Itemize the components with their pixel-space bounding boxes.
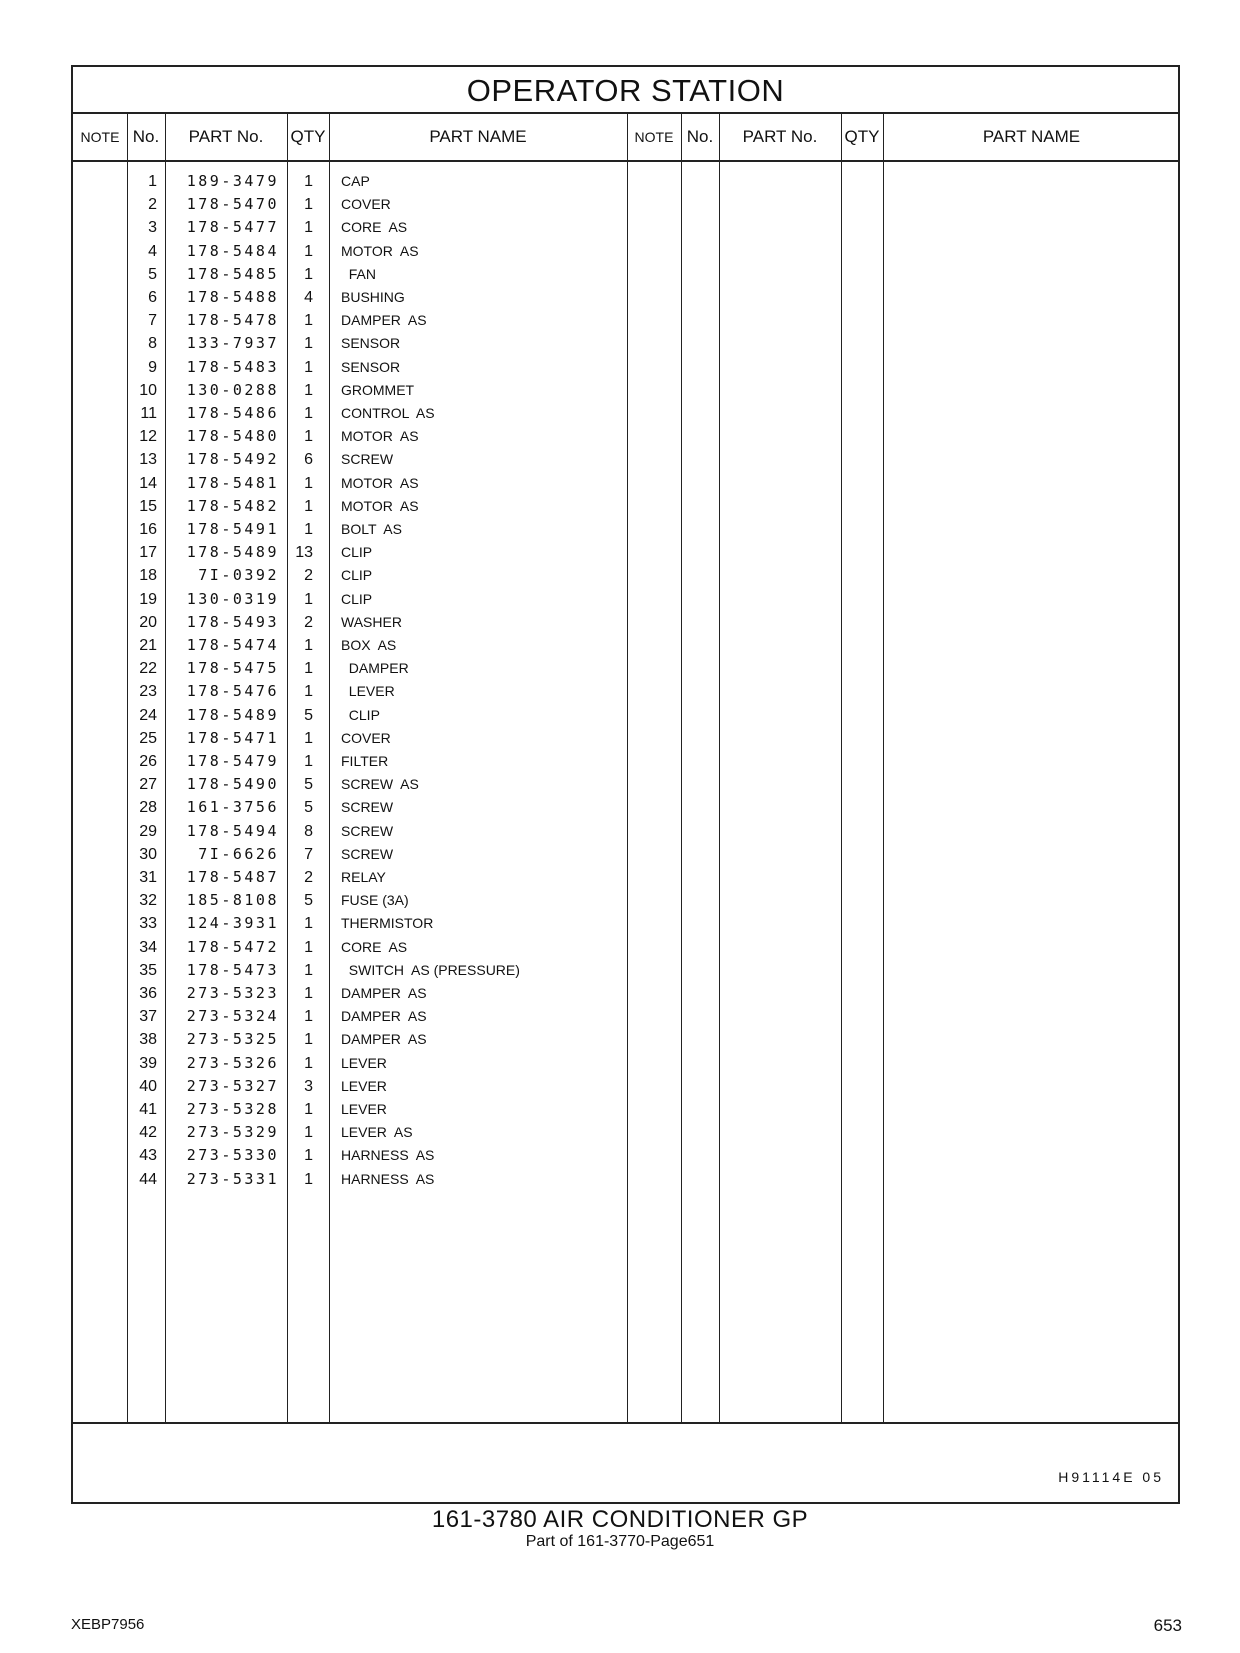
part-item-number: 1 bbox=[148, 173, 157, 190]
header-note-right: NOTE bbox=[634, 129, 674, 145]
part-quantity: 1 bbox=[304, 1054, 313, 1072]
page-number: 653 bbox=[1153, 1616, 1182, 1635]
part-item-number: 13 bbox=[139, 451, 157, 469]
part-name: RELAY bbox=[341, 869, 386, 885]
table-row bbox=[73, 843, 633, 866]
table-row bbox=[73, 1028, 633, 1051]
table-row bbox=[73, 1005, 633, 1028]
part-name: BUSHING bbox=[341, 289, 405, 305]
part-item-number: 12 bbox=[139, 428, 157, 446]
part-quantity: 1 bbox=[304, 637, 313, 654]
part-name: THERMISTOR bbox=[341, 915, 434, 932]
column-divider bbox=[883, 114, 884, 1422]
part-quantity: 13 bbox=[295, 544, 313, 562]
table-row bbox=[73, 912, 633, 935]
part-number: 273-5328 bbox=[186, 1100, 279, 1118]
part-name: MOTOR AS bbox=[341, 497, 419, 514]
part-item-number: 15 bbox=[139, 497, 157, 515]
table-row bbox=[73, 356, 633, 379]
part-item-number: 2 bbox=[148, 196, 157, 214]
part-quantity: 1 bbox=[304, 729, 313, 747]
part-item-number: 17 bbox=[139, 544, 157, 562]
part-name: BOX AS bbox=[341, 637, 397, 653]
table-row bbox=[73, 402, 633, 425]
part-quantity: 1 bbox=[304, 1031, 313, 1049]
part-item-number: 37 bbox=[139, 1008, 157, 1026]
part-name: GROMMET bbox=[341, 381, 415, 398]
part-number: 178-5484 bbox=[186, 241, 279, 260]
table-row bbox=[73, 472, 633, 495]
part-quantity: 1 bbox=[304, 405, 313, 422]
part-quantity: 1 bbox=[304, 335, 313, 353]
part-quantity: 1 bbox=[304, 660, 313, 678]
part-name: FUSE (3A) bbox=[341, 892, 409, 909]
page-title: OPERATOR STATION bbox=[73, 67, 1178, 114]
part-quantity: 1 bbox=[304, 381, 313, 399]
table-row bbox=[73, 332, 633, 355]
table-row bbox=[73, 959, 633, 982]
part-quantity: 1 bbox=[304, 242, 313, 260]
part-number: 178-5483 bbox=[186, 357, 279, 376]
part-name: LEVER bbox=[341, 1054, 387, 1071]
part-number: 273-5329 bbox=[186, 1123, 279, 1142]
part-item-number: 16 bbox=[139, 521, 157, 538]
part-quantity: 1 bbox=[304, 753, 313, 770]
part-number: 178-5490 bbox=[186, 775, 279, 794]
part-number: 178-5491 bbox=[186, 520, 279, 538]
part-item-number: 33 bbox=[139, 915, 157, 933]
part-quantity: 2 bbox=[304, 869, 313, 886]
assembly-reference: Part of 161-3770-Page651 bbox=[525, 1533, 715, 1550]
part-quantity: 1 bbox=[304, 985, 313, 1002]
table-row bbox=[73, 704, 633, 727]
part-number: 178-5489 bbox=[186, 543, 279, 562]
header-no-right: No. bbox=[686, 127, 714, 146]
part-item-number: 10 bbox=[139, 381, 157, 399]
part-number: 178-5475 bbox=[186, 659, 279, 678]
part-quantity: 1 bbox=[304, 1170, 313, 1188]
table-row bbox=[73, 286, 633, 309]
part-name: LEVER bbox=[341, 1077, 387, 1094]
part-item-number: 31 bbox=[139, 869, 157, 886]
table-row bbox=[73, 634, 633, 657]
part-name: MOTOR AS bbox=[341, 474, 419, 491]
table-row bbox=[73, 518, 633, 541]
column-divider bbox=[681, 114, 682, 1422]
part-number: 178-5480 bbox=[186, 427, 279, 446]
part-number: 189-3479 bbox=[186, 172, 279, 190]
header-part-no-left: PART No. bbox=[188, 127, 264, 146]
part-item-number: 27 bbox=[139, 776, 157, 794]
part-name: DAMPER AS bbox=[341, 1031, 427, 1048]
part-number: 178-5478 bbox=[186, 311, 279, 330]
part-quantity: 1 bbox=[304, 938, 313, 956]
part-name: CLIP bbox=[341, 567, 373, 584]
part-number: 178-5476 bbox=[186, 682, 279, 701]
part-name: SCREW bbox=[341, 799, 394, 816]
part-number: 178-5471 bbox=[186, 728, 279, 747]
part-name: SENSOR bbox=[341, 358, 401, 375]
part-name: SCREW bbox=[341, 822, 394, 839]
part-item-number: 5 bbox=[148, 265, 157, 283]
part-quantity: 5 bbox=[304, 892, 313, 910]
table-row bbox=[73, 866, 633, 889]
part-name: SCREW AS bbox=[341, 776, 419, 793]
part-item-number: 30 bbox=[139, 845, 157, 863]
part-quantity: 1 bbox=[304, 1008, 313, 1026]
part-item-number: 44 bbox=[139, 1170, 157, 1188]
part-item-number: 19 bbox=[139, 590, 157, 608]
table-header bbox=[73, 114, 1178, 162]
part-name: WASHER bbox=[341, 613, 402, 630]
part-name: SCREW bbox=[341, 845, 394, 862]
table-row bbox=[73, 680, 633, 703]
part-number: 178-5472 bbox=[186, 937, 279, 956]
table-row bbox=[73, 588, 633, 611]
part-number: 133-7937 bbox=[186, 334, 279, 353]
part-number: 178-5492 bbox=[186, 450, 279, 469]
part-name: CONTROL AS bbox=[341, 405, 435, 421]
part-item-number: 39 bbox=[139, 1054, 157, 1072]
part-number: 273-5325 bbox=[186, 1030, 279, 1049]
part-quantity: 1 bbox=[304, 173, 313, 190]
part-number: 178-5488 bbox=[186, 288, 279, 306]
table-row bbox=[73, 564, 633, 587]
part-name: SWITCH AS (PRESSURE) bbox=[341, 961, 520, 978]
part-item-number: 8 bbox=[148, 335, 157, 353]
part-number: 273-5330 bbox=[186, 1146, 279, 1165]
part-quantity: 5 bbox=[304, 799, 313, 817]
part-item-number: 3 bbox=[148, 219, 157, 237]
table-row bbox=[73, 657, 633, 680]
table-row bbox=[73, 448, 633, 471]
part-name: LEVER bbox=[341, 683, 395, 700]
part-item-number: 14 bbox=[139, 474, 157, 492]
part-quantity: 1 bbox=[304, 312, 313, 330]
part-number: 178-5477 bbox=[186, 218, 279, 237]
part-name: CORE AS bbox=[341, 219, 408, 236]
part-item-number: 9 bbox=[148, 358, 157, 376]
part-number: 178-5474 bbox=[186, 636, 279, 654]
part-item-number: 38 bbox=[139, 1031, 157, 1049]
part-number: 178-5479 bbox=[186, 752, 279, 770]
part-number: 273-5326 bbox=[186, 1053, 279, 1072]
table-row bbox=[73, 1052, 633, 1075]
part-name: FILTER bbox=[341, 753, 389, 769]
header-no-left: No. bbox=[132, 127, 160, 146]
part-number: 178-5493 bbox=[186, 612, 279, 631]
part-item-number: 34 bbox=[139, 938, 157, 956]
part-quantity: 1 bbox=[304, 196, 313, 214]
part-number: 273-5331 bbox=[186, 1169, 279, 1188]
part-quantity: 3 bbox=[304, 1077, 313, 1095]
part-number: 273-5323 bbox=[186, 984, 279, 1002]
table-row bbox=[73, 1075, 633, 1098]
part-item-number: 29 bbox=[139, 822, 157, 840]
parts-list-frame bbox=[71, 65, 1180, 1504]
part-quantity: 1 bbox=[304, 219, 313, 237]
part-quantity: 5 bbox=[304, 706, 313, 724]
part-name: MOTOR AS bbox=[341, 242, 419, 259]
part-number: 178-5473 bbox=[186, 960, 279, 979]
part-number: 124-3931 bbox=[186, 914, 279, 933]
table-row bbox=[73, 1098, 633, 1121]
part-item-number: 20 bbox=[139, 613, 157, 631]
part-number: 178-5482 bbox=[186, 496, 279, 515]
table-row bbox=[73, 727, 633, 750]
part-number: 185-8108 bbox=[186, 891, 279, 910]
part-item-number: 42 bbox=[139, 1124, 157, 1142]
part-name: DAMPER AS bbox=[341, 1008, 427, 1025]
part-name: COVER bbox=[341, 729, 391, 746]
table-row bbox=[73, 889, 633, 912]
table-row bbox=[73, 425, 633, 448]
part-number: 178-5489 bbox=[186, 705, 279, 724]
table-row bbox=[73, 379, 633, 402]
part-name: HARNESS AS bbox=[341, 1170, 435, 1187]
table-row bbox=[73, 936, 633, 959]
part-item-number: 25 bbox=[139, 729, 157, 747]
part-name: CLIP bbox=[341, 590, 373, 607]
part-number: 7I-0392 bbox=[198, 566, 279, 585]
part-quantity: 7 bbox=[304, 845, 313, 863]
table-row bbox=[73, 820, 633, 843]
table-row bbox=[73, 1121, 633, 1144]
part-quantity: 1 bbox=[304, 683, 313, 701]
table-row bbox=[73, 495, 633, 518]
header-qty-left: QTY bbox=[290, 127, 326, 146]
part-quantity: 4 bbox=[304, 289, 313, 306]
header-part-name-left: PART NAME bbox=[429, 127, 527, 146]
table-row bbox=[73, 796, 633, 819]
publication-number: XEBP7956 bbox=[71, 1616, 145, 1633]
part-name: DAMPER AS bbox=[341, 312, 427, 329]
part-name: CLIP bbox=[341, 706, 380, 723]
part-quantity: 1 bbox=[304, 497, 313, 515]
part-number: 130-0319 bbox=[186, 589, 279, 608]
part-name: COVER bbox=[341, 196, 391, 213]
part-name: CORE AS bbox=[341, 938, 408, 955]
part-quantity: 1 bbox=[304, 1147, 313, 1165]
table-row bbox=[73, 1168, 633, 1191]
part-quantity: 1 bbox=[304, 521, 313, 538]
part-quantity: 5 bbox=[304, 776, 313, 794]
part-name: LEVER AS bbox=[341, 1124, 413, 1141]
part-quantity: 1 bbox=[304, 1101, 313, 1118]
part-item-number: 40 bbox=[139, 1077, 157, 1095]
part-item-number: 11 bbox=[140, 405, 157, 422]
part-name: SCREW bbox=[341, 451, 394, 468]
part-number: 161-3756 bbox=[186, 798, 279, 817]
part-number: 7I-6626 bbox=[198, 844, 279, 863]
part-name: MOTOR AS bbox=[341, 428, 419, 445]
part-item-number: 32 bbox=[139, 892, 157, 910]
header-qty-right: QTY bbox=[844, 127, 880, 146]
part-quantity: 8 bbox=[304, 822, 313, 840]
table-row bbox=[73, 240, 633, 263]
part-number: 178-5470 bbox=[186, 195, 279, 214]
part-name: SENSOR bbox=[341, 335, 401, 352]
part-number: 178-5485 bbox=[186, 264, 279, 283]
assembly-title: 161-3780 AIR CONDITIONER GP bbox=[431, 1506, 809, 1533]
part-quantity: 1 bbox=[304, 915, 313, 933]
part-number: 178-5487 bbox=[186, 868, 279, 886]
table-row bbox=[73, 216, 633, 239]
document-code: H91114E 05 bbox=[1058, 1469, 1164, 1485]
header-note-left: NOTE bbox=[80, 129, 120, 145]
header-part-name-right: PART NAME bbox=[982, 127, 1081, 146]
part-item-number: 23 bbox=[139, 683, 157, 701]
part-item-number: 18 bbox=[139, 567, 157, 585]
part-quantity: 1 bbox=[304, 265, 313, 283]
table-row bbox=[73, 1144, 633, 1167]
part-number: 130-0288 bbox=[186, 380, 279, 399]
part-name: HARNESS AS bbox=[341, 1147, 435, 1164]
part-number: 273-5327 bbox=[186, 1076, 279, 1095]
table-row bbox=[73, 263, 633, 286]
part-item-number: 28 bbox=[139, 799, 157, 817]
part-quantity: 1 bbox=[304, 1124, 313, 1142]
part-quantity: 2 bbox=[304, 613, 313, 631]
part-name: DAMPER AS bbox=[341, 985, 427, 1001]
part-number: 178-5481 bbox=[186, 473, 279, 492]
part-quantity: 1 bbox=[304, 474, 313, 492]
part-item-number: 21 bbox=[139, 637, 157, 654]
part-quantity: 2 bbox=[304, 567, 313, 585]
part-item-number: 22 bbox=[139, 660, 157, 678]
column-divider bbox=[719, 114, 720, 1422]
table-row bbox=[73, 170, 633, 193]
part-item-number: 24 bbox=[139, 706, 157, 724]
part-item-number: 26 bbox=[139, 753, 157, 770]
part-quantity: 6 bbox=[304, 451, 313, 469]
table-row bbox=[73, 541, 633, 564]
column-divider bbox=[841, 114, 842, 1422]
table-row bbox=[73, 982, 633, 1005]
part-item-number: 43 bbox=[139, 1147, 157, 1165]
table-row bbox=[73, 309, 633, 332]
part-item-number: 36 bbox=[139, 985, 157, 1002]
part-name: CAP bbox=[341, 173, 370, 189]
part-item-number: 7 bbox=[148, 312, 157, 330]
table-bottom-rule bbox=[73, 1422, 1178, 1424]
part-name: DAMPER bbox=[341, 660, 409, 677]
part-name: BOLT AS bbox=[341, 521, 402, 537]
part-item-number: 41 bbox=[139, 1101, 157, 1118]
part-item-number: 35 bbox=[139, 961, 157, 979]
table-row bbox=[73, 193, 633, 216]
part-name: LEVER bbox=[341, 1101, 387, 1117]
part-quantity: 1 bbox=[304, 961, 313, 979]
part-number: 178-5494 bbox=[186, 821, 279, 840]
header-part-no-right: PART No. bbox=[742, 127, 818, 146]
part-item-number: 4 bbox=[148, 242, 157, 260]
part-quantity: 1 bbox=[304, 428, 313, 446]
part-item-number: 6 bbox=[148, 289, 157, 306]
table-row bbox=[73, 750, 633, 773]
part-name: CLIP bbox=[341, 544, 373, 561]
part-number: 178-5486 bbox=[186, 404, 279, 422]
part-quantity: 1 bbox=[304, 590, 313, 608]
table-row bbox=[73, 611, 633, 634]
table-row bbox=[73, 773, 633, 796]
part-name: FAN bbox=[341, 265, 377, 282]
part-number: 273-5324 bbox=[186, 1007, 279, 1026]
part-quantity: 1 bbox=[304, 358, 313, 376]
